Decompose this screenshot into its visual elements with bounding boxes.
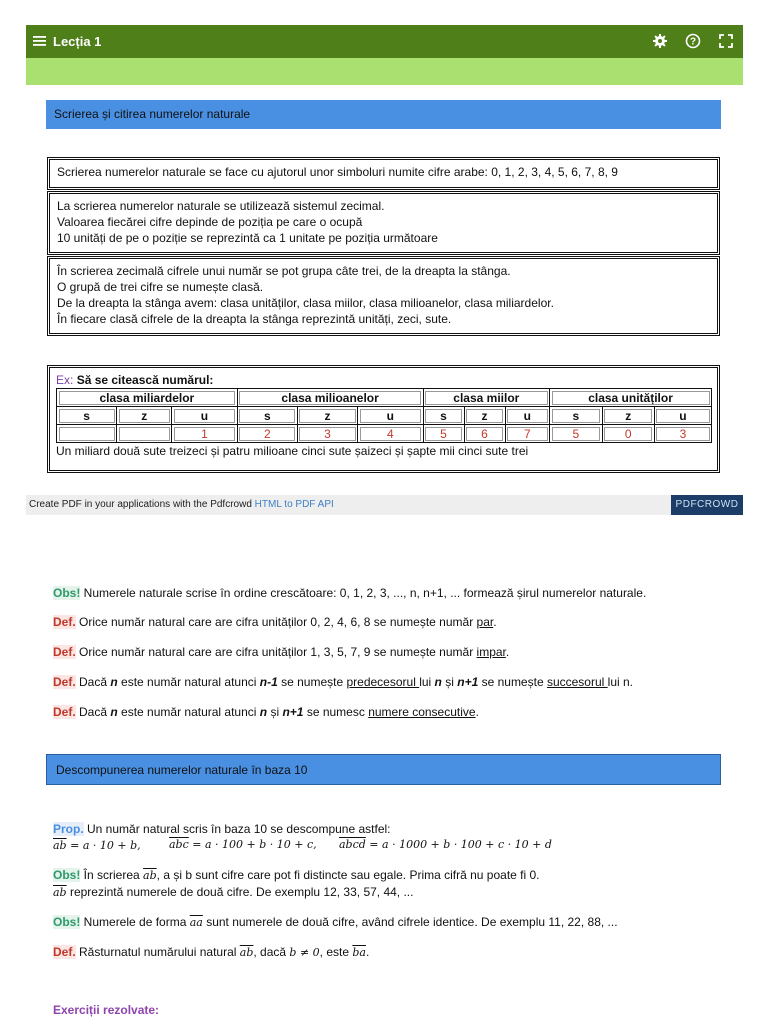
digit-cell: 0 <box>602 425 654 443</box>
term-successor: succesorul <box>546 675 608 689</box>
note-text: este număr natural atunci <box>117 675 260 689</box>
box-text: De la dreapta la stânga avem: clasa unităților, clasa miilor, clasa milioanelor, clasa miliardelor. <box>57 296 554 310</box>
formula-abcd <box>339 837 552 853</box>
note-text: . <box>505 645 510 659</box>
formula-text: = a · 1000 + b · 100 + c · 10 + d <box>365 838 552 851</box>
note-text: reprezintă numerele de două cifre. De exemplu 12, 33, 57, 44, ... <box>66 885 414 899</box>
subheader-cell: u <box>505 407 550 425</box>
digit-cell: 1 <box>172 425 238 443</box>
term-consecutive: numere consecutive <box>368 705 476 719</box>
overline-ab: $\overline{ab}$ <box>143 869 157 882</box>
subheader-cell: s <box>550 407 602 425</box>
note-text: lui <box>419 675 435 689</box>
subheader-cell: z <box>602 407 654 425</box>
info-box-digits <box>47 157 720 190</box>
obs-natural-numbers <box>53 585 646 601</box>
note-text: . <box>475 705 479 719</box>
subheader-cell: z <box>117 407 172 425</box>
formula-abc <box>169 837 317 853</box>
svg-text:?: ? <box>689 36 697 48</box>
prop-decomposition <box>53 821 391 837</box>
note-text: Orice număr natural care are cifra unităților 1, 3, 5, 7, 9 se numește număr <box>75 645 477 659</box>
condition-b-nonzero: b ≠ 0 <box>289 946 320 959</box>
note-text: Dacă <box>75 705 111 719</box>
digit-row <box>57 425 712 443</box>
solved-exercises-title: Exerciții rezolvate: <box>53 1003 160 1017</box>
pdf-api-link[interactable]: HTML to PDF API <box>254 499 334 510</box>
pdf-text: Create PDF in your applications with the Pdfcrowd <box>29 499 252 510</box>
class-header: clasa miliardelor <box>57 389 238 407</box>
overline-abc: $\overline{abc}$ <box>169 838 189 851</box>
obs-tag: Obs! <box>53 868 81 882</box>
subheader-cell: u <box>172 407 238 425</box>
note-text: Un număr natural scris în baza 10 se descompune astfel: <box>83 822 391 836</box>
class-header: clasa milioanelor <box>237 389 423 407</box>
var-n-plus-1: n+1 <box>457 675 479 689</box>
lesson-title: Lecția 1 <box>53 34 102 49</box>
term-even: par <box>476 615 494 629</box>
digit-cell: 6 <box>464 425 505 443</box>
digit-cell <box>57 425 117 443</box>
subheader-cell: u <box>654 407 711 425</box>
note-text: În scrierea <box>80 868 144 882</box>
obs-identical-digits <box>53 914 618 931</box>
var-n: n <box>110 675 118 689</box>
lesson-header <box>26 25 743 58</box>
note-text: și <box>441 675 458 689</box>
prop-tag: Prop. <box>53 822 84 836</box>
def-tag: Def. <box>53 645 76 659</box>
digit-cell: 3 <box>654 425 711 443</box>
note-text: sunt numerele de două cifre, având cifrele identice. De exemplu 11, 22, 88, ... <box>202 915 618 929</box>
note-text: . <box>493 615 497 629</box>
note-text: Orice număr natural care are cifra unităților 0, 2, 4, 6, 8 se numește număr <box>75 615 477 629</box>
box-text: O grupă de trei cifre se numește clasă. <box>57 280 264 294</box>
term-odd: impar <box>476 645 506 659</box>
fullscreen-icon[interactable] <box>718 33 734 49</box>
subheader-row <box>57 407 712 425</box>
note-text: Numerele naturale scrise în ordine crescătoare: 0, 1, 2, 3, ..., n, n+1, ... formează șirul numerelor naturale. <box>80 586 647 600</box>
def-predecessor <box>53 674 633 690</box>
class-header-row <box>57 389 712 407</box>
obs-tag: Obs! <box>53 586 81 600</box>
subheader-cell: s <box>423 407 464 425</box>
note-text: se numește <box>478 675 547 689</box>
pdf-banner-text <box>29 499 334 510</box>
var-n: n <box>110 705 118 719</box>
def-even <box>53 614 497 630</box>
digit-cell <box>117 425 172 443</box>
note-text: se numesc <box>303 705 369 719</box>
term-predecessor: predecesorul <box>346 675 420 689</box>
var-n: n <box>259 705 268 719</box>
obs-two-digit <box>53 867 540 901</box>
def-tag: Def. <box>53 675 76 689</box>
class-table <box>56 388 712 443</box>
note-text: Numerele de forma <box>80 915 190 929</box>
digit-cell: 3 <box>297 425 357 443</box>
pdfcrowd-badge[interactable]: PDFCROWD <box>671 495 743 515</box>
pdfcrowd-banner <box>26 495 743 515</box>
subheader-cell: s <box>57 407 117 425</box>
example-box <box>47 365 720 473</box>
def-odd <box>53 644 509 660</box>
class-header: clasa miilor <box>423 389 550 407</box>
formula-text: = a · 100 + b · 10 + c, <box>188 838 317 851</box>
obs-tag: Obs! <box>53 915 81 929</box>
def-tag: Def. <box>53 615 76 629</box>
example-prompt: Să se citească numărul: <box>76 373 214 387</box>
var-n: n <box>434 675 442 689</box>
formula-text: = a · 10 + b, <box>66 839 141 852</box>
info-box-classes <box>47 256 720 336</box>
menu-icon[interactable] <box>33 34 47 48</box>
note-text: este număr natural atunci <box>117 705 260 719</box>
example-label: Ex: <box>56 373 74 387</box>
note-text: . <box>365 945 370 959</box>
formula-ab <box>53 839 141 852</box>
help-icon[interactable] <box>685 33 701 49</box>
note-text: , dacă <box>253 945 290 959</box>
subheader-cell: u <box>358 407 423 425</box>
box-text: La scrierea numerelor naturale se utilizează sistemul zecimal. <box>57 199 385 213</box>
note-text: , este <box>319 945 353 959</box>
digit-cell: 4 <box>358 425 423 443</box>
box-text: Valoarea fiecărei cifre depinde de poziția pe care o ocupă <box>57 215 363 229</box>
note-text: Răsturnatul numărului natural <box>75 945 240 959</box>
digit-cell: 2 <box>237 425 297 443</box>
section-title-decomposition: Descompunerea numerelor naturale în baza 10 <box>46 754 721 785</box>
example-reading: Un miliard două sute treizeci și patru milioane cinci sute șaizeci și șapte mii cinci sute trei <box>56 444 529 458</box>
box-text: 10 unități de pe o poziție se reprezintă ca 1 unitate pe poziția următoare <box>57 231 438 245</box>
overline-ab: $\overline{ab}$ <box>239 946 254 959</box>
note-text: Dacă <box>75 675 111 689</box>
note-text: și <box>267 705 283 719</box>
digit-cell: 7 <box>505 425 550 443</box>
digit-cell: 5 <box>423 425 464 443</box>
overline-aa: $\overline{aa}$ <box>189 916 203 929</box>
overline-ab: $\overline{ab}$ <box>53 886 67 899</box>
gear-icon[interactable] <box>652 33 668 49</box>
subheader-cell: z <box>464 407 505 425</box>
box-text: Scrierea numerelor naturale se face cu ajutorul unor simboluri numite cifre arabe: 0, 1, 2, 3, 4, 5, 6, 7, 8, 9 <box>57 165 618 179</box>
note-text: , a și b sunt cifre care pot fi distincte sau egale. Prima cifră nu poate fi 0. <box>156 868 540 882</box>
info-box-decimal <box>47 191 720 255</box>
def-tag: Def. <box>53 705 76 719</box>
header-subbar <box>26 58 743 85</box>
var-n-minus-1: n-1 <box>259 675 278 689</box>
box-text: În fiecare clasă cifrele de la dreapta la stânga reprezintă unități, zeci, sute. <box>57 312 452 326</box>
box-text: În scrierea zecimală cifrele unui număr se pot grupa câte trei, de la dreapta la stânga. <box>57 264 511 278</box>
note-text: lui n. <box>607 675 634 689</box>
def-consecutive <box>53 704 479 720</box>
subheader-cell: z <box>297 407 357 425</box>
digit-cell: 5 <box>550 425 602 443</box>
note-text: se numește <box>277 675 347 689</box>
overline-abcd: abcd <box>339 838 366 851</box>
subheader-cell: s <box>237 407 297 425</box>
section-title-writing: Scrierea și citirea numerelor naturale <box>46 100 721 129</box>
overline-ab: $\overline{ab}$ <box>53 839 67 852</box>
def-reversed <box>53 944 369 961</box>
def-tag: Def. <box>53 945 76 959</box>
var-n-plus-1: n+1 <box>282 705 304 719</box>
class-header: clasa unităților <box>550 389 712 407</box>
overline-ba: $\overline{ba}$ <box>352 946 366 959</box>
